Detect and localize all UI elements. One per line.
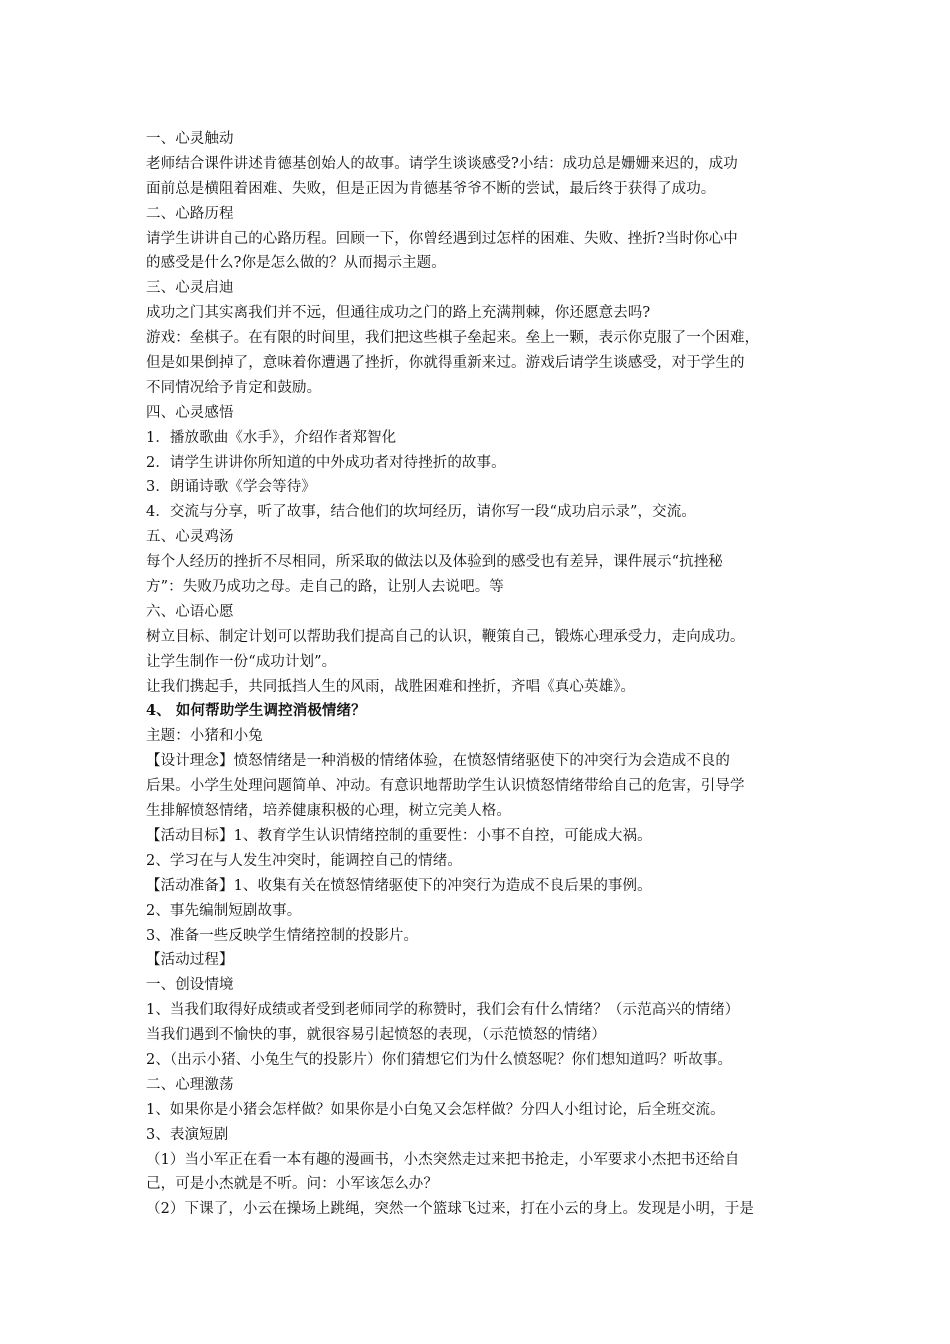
text-line: 【活动准备】1、收集有关在愤怒情绪驱使下的冲突行为造成不良后果的事例。 bbox=[146, 877, 652, 894]
text-line: 当我们遇到不愉快的事，就很容易引起愤怒的表现，（示范愤怒的情绪） bbox=[146, 1027, 606, 1044]
text-line: 不同情况给予肯定和鼓励。 bbox=[146, 379, 322, 396]
text-line: 二、心理激荡 bbox=[146, 1076, 234, 1093]
text-line: 1．播放歌曲《水手》，介绍作者郑智化 bbox=[146, 429, 397, 446]
text-line: 【活动目标】1、教育学生认识情绪控制的重要性：小事不自控，可能成大祸。 bbox=[146, 827, 652, 844]
text-line: 四、心灵感悟 bbox=[146, 404, 234, 421]
text-line: 五、心灵鸡汤 bbox=[146, 529, 234, 546]
text-line: 3、准备一些反映学生情绪控制的投影片。 bbox=[146, 927, 419, 944]
text-line: 生排解愤怒情绪，培养健康积极的心理，树立完美人格。 bbox=[146, 803, 511, 820]
text-line: 二、心路历程 bbox=[146, 205, 234, 222]
text-line: 方”：失败乃成功之母。走自己的路，让别人去说吧。等 bbox=[146, 579, 504, 596]
text-line: 2、学习在与人发生冲突时，能调控自己的情绪。 bbox=[146, 852, 462, 869]
text-line: 【设计理念】愤怒情绪是一种消极的情绪体验，在愤怒情绪驱使下的冲突行为会造成不良的 bbox=[146, 753, 730, 770]
text-line: （1）当小军正在看一本有趣的漫画书，小杰突然走过来把书抢走，小军要求小杰把书还给自 bbox=[146, 1151, 740, 1168]
text-line: 每个人经历的挫折不尽相同，所采取的做法以及体验到的感受也有差异，课件展示“抗挫秘 bbox=[146, 554, 723, 571]
text-line: 4．交流与分享，听了故事，结合他们的坎坷经历，请你写一段“成功启示录”，交流。 bbox=[146, 504, 696, 521]
text-line: 成功之门其实离我们并不远，但通往成功之门的路上充满荆棘，你还愿意去吗? bbox=[146, 305, 651, 322]
text-line: （2）下课了，小云在操场上跳绳，突然一个篮球飞过来，打在小云的身上。发现是小明，于是 bbox=[146, 1201, 754, 1218]
text-line: 2、（出示小猪、小兔生气的投影片）你们猜想它们为什么愤怒呢？你们想知道吗？听故事。 bbox=[146, 1051, 733, 1068]
text-line: 请学生讲讲自己的心路历程。回顾一下，你曾经遇到过怎样的困难、失败、挫折?当时你心中 bbox=[146, 230, 738, 247]
text-line: 【活动过程】 bbox=[146, 952, 234, 969]
text-line: 一、创设情境 bbox=[146, 977, 234, 994]
text-line: 主题：小猪和小兔 bbox=[146, 728, 263, 745]
text-line: 六、心语心愿 bbox=[146, 603, 234, 620]
document-body bbox=[146, 127, 814, 1222]
text-line: 的感受是什么?你是怎么做的？从而揭示主题。 bbox=[146, 255, 446, 272]
text-line: 2、事先编制短剧故事。 bbox=[146, 902, 302, 919]
text-line: 老师结合课件讲述肯德基创始人的故事。请学生谈谈感受?小结：成功总是姗姗来迟的，成功 bbox=[146, 155, 738, 172]
text-line: 让我们携起手，共同抵挡人生的风雨，战胜困难和挫折，齐唱《真心英雄》。 bbox=[146, 678, 636, 695]
text-line: 面前总是横阻着困难、失败，但是正因为肯德基爷爷不断的尝试，最后终于获得了成功。 bbox=[146, 180, 716, 197]
text-line: 3、表演短剧 bbox=[146, 1126, 229, 1143]
text-line: 1、如果你是小猪会怎样做？如果你是小白兔又会怎样做？分四人小组讨论，后全班交流。 bbox=[146, 1101, 725, 1118]
text-line: 让学生制作一份“成功计划”。 bbox=[146, 653, 337, 670]
text-line: 后果。小学生处理问题简单、冲动。有意识地帮助学生认识愤怒情绪带给自己的危害，引导学 bbox=[146, 778, 745, 795]
text-line: 三、心灵启迪 bbox=[146, 280, 234, 297]
text-line: 树立目标、制定计划可以帮助我们提高自己的认识，鞭策自己，锻炼心理承受力，走向成功。 bbox=[146, 628, 745, 645]
text-line: 但是如果倒掉了，意味着你遭遇了挫折，你就得重新来过。游戏后请学生谈感受，对于学生的 bbox=[146, 355, 745, 372]
text-line: 一、心灵触动 bbox=[146, 131, 234, 147]
text-line: 己，可是小杰就是不听。问：小军该怎么办？ bbox=[146, 1176, 438, 1193]
text-line: 游戏：垒棋子。在有限的时间里，我们把这些棋子垒起来。垒上一颗，表示你克服了一个困难， bbox=[146, 330, 760, 347]
text-line: 1、当我们取得好成绩或者受到老师同学的称赞时，我们会有什么情绪？（示范高兴的情绪） bbox=[146, 1002, 740, 1019]
text-line: 2．请学生讲讲你所知道的中外成功者对待挫折的故事。 bbox=[146, 454, 506, 471]
text-line: 3．朗诵诗歌《学会等待》 bbox=[146, 479, 316, 496]
section-heading: 4、 如何帮助学生调控消极情绪？ bbox=[146, 702, 366, 720]
